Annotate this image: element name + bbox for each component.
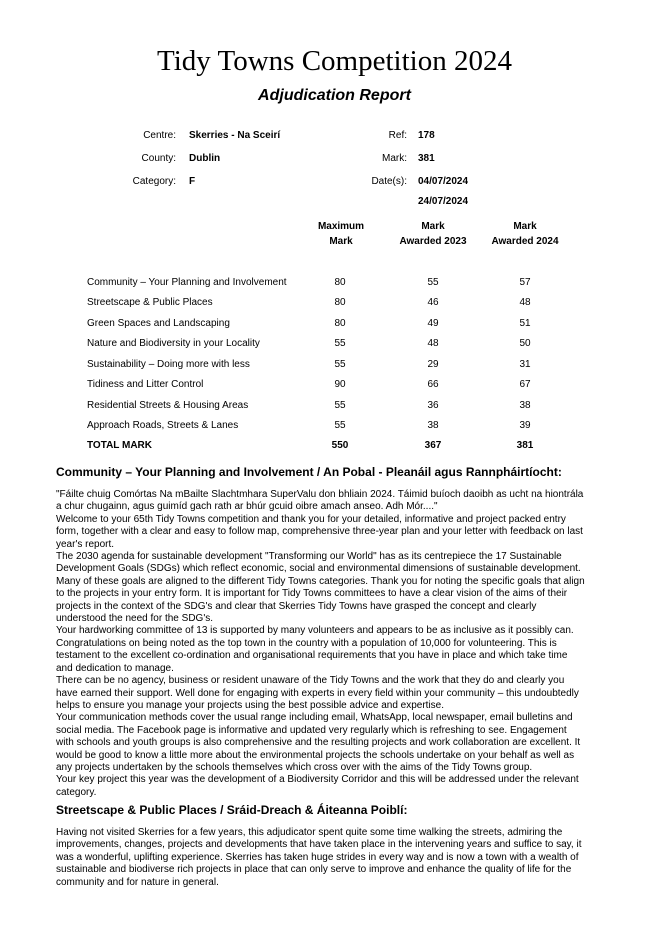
page-title: Tidy Towns Competition 2024 [157,45,512,77]
header-max-line1: Maximum [317,221,365,232]
section-heading: Community – Your Planning and Involvement / An Pobal - Pleanáil agus Rannpháirtíocht: [56,465,562,479]
category-label: Category: [132,176,176,187]
county-label: County: [141,153,176,164]
paragraph: Your key project this year was the development of a Biodiversity Corridor and this will be addressed under the relevant category. [56,774,579,798]
row-category: Residential Streets & Housing Areas [87,400,249,411]
row-2024: 38 [519,400,531,411]
row-2023: 48 [427,338,439,349]
table-row [87,338,567,352]
row-category: Green Spaces and Landscaping [87,318,230,329]
row-max: 55 [334,400,346,411]
row-max: 55 [334,338,346,349]
centre-label: Centre: [143,130,176,141]
table-row [87,420,567,434]
row-category: Community – Your Planning and Involvement [87,277,287,288]
row-max: 55 [334,359,346,370]
row-2023: 36 [427,400,439,411]
table-row [87,277,567,291]
mark-label: Mark: [382,153,407,164]
paragraph: There can be no agency, business or resident unaware of the Tidy Towns and the work that they do and clearly you have earned their support. Well done for engaging with experts in every field within your community – this undoubtedly helps to ensure you manage your projects using the best possible advice and expertise. [56,675,579,711]
table-row [87,400,567,414]
paragraph: "Fáilte chuig Comórtas Na mBailte Slachtmhara SuperValu don bhliain 2024. Táimid buíoch daoibh as ucht na hiontrála a chur chugainn, agus guimíd gach rath ar bhúr gcuid oibre amach anseo. Adh Mór...." [56,489,584,513]
row-2023: 49 [427,318,439,329]
paragraph: Having not visited Skerries for a few years, this adjudicator spent quite some time walking the streets, admiring the improvements, changes, projects and developments that have taken place in the intervening years and suffice to say, it was a wonderful, uplifting experience. Skerries has taken huge strides in every way and is now a town with a wealth of sustainable and biodiverse rich projects in place that can only serve to improve and enhance the quality of life for the community and for nature in general. [56,827,582,888]
total-label: TOTAL MARK [87,440,152,451]
row-2023: 29 [427,359,439,370]
dates-label: Date(s): [371,176,407,187]
row-category: Nature and Biodiversity in your Locality [87,338,260,349]
row-2024: 50 [519,338,531,349]
county-value: Dublin [189,153,221,164]
header-2024-line1: Mark [513,221,537,232]
row-max: 55 [334,420,346,431]
mark-value: 381 [418,153,435,164]
row-2024: 39 [519,420,531,431]
centre-value: Skerries - Na Sceirí [189,130,281,141]
header-2023-line2: Awarded 2023 [399,236,467,247]
row-2024: 51 [519,318,531,329]
row-category: Approach Roads, Streets & Lanes [87,420,239,431]
paragraph: Your hardworking committee of 13 is supported by many volunteers and appears to be as inclusive as it possibly can. Congratulations on being noted as the top town in the country with a population of 10,000 for volunteering. This is testament to the excellent co-ordination and organisational requirements that you have in place and which take time and dedication to manage. [56,625,574,674]
paragraph: The 2030 agenda for sustainable development "Transforming our World" has as its centrepiece the 17 Sustainable Development Goals (SDGs) which reflect economic, social and environmental dimensions of sustainable development. Many of these goals are aligned to the different Tidy Towns categories. Thank you for noting the specific goals that align to the projects in your entry form. It is important for Tidy Towns committees to have a clear vision of the aims of their projects in the context of the SDG's and clear that Skerries Tidy Towns have grasped the concept and clearly understood the need for the SDG's. [56,551,585,625]
row-2024: 57 [519,277,531,288]
row-max: 90 [334,379,346,390]
row-2023: 66 [427,379,439,390]
header-awarded-2024 [475,219,575,249]
date-1: 04/07/2024 [418,176,469,187]
row-2024: 31 [519,359,531,370]
table-row [87,359,567,373]
table-total-row [87,440,567,454]
row-category: Tidiness and Litter Control [87,379,204,390]
header-awarded-2023 [383,219,483,249]
ref-label: Ref: [388,130,407,141]
table-row [87,297,567,311]
header-2023-line1: Mark [421,221,445,232]
section-community [56,465,586,799]
paragraph: Your communication methods cover the usual range including email, WhatsApp, local newspaper, email bulletins and social media. The Facebook page is informative and updated very regularly which is refreshing to see. Engagement with schools and youth groups is also comprehensive and the resulting projects and work collaboration are excellent. It would be good to know a little more about the environmental projects the schools undertake on your behalf as well as any projects undertaken by the schools themselves which cross over with the aims of the Tidy Towns group. [56,712,581,773]
row-max: 80 [334,297,346,308]
header-maximum-mark [291,219,391,249]
section-heading: Streetscape & Public Places / Sráid-Dreach & Áiteanna Poiblí: [56,803,408,817]
row-2023: 55 [427,277,439,288]
table-row [87,318,567,332]
row-category: Streetscape & Public Places [87,297,213,308]
row-max: 80 [334,318,346,329]
ref-value: 178 [418,130,435,141]
row-2023: 46 [427,297,439,308]
page-subtitle: Adjudication Report [258,87,411,104]
row-2023: 38 [427,420,439,431]
total-2023: 367 [424,440,442,451]
row-max: 80 [334,277,346,288]
table-row [87,379,567,393]
header-max-line2: Mark [329,236,353,247]
row-2024: 67 [519,379,531,390]
total-max: 550 [331,440,349,451]
section-streetscape [56,803,586,889]
date-2: 24/07/2024 [418,196,469,207]
row-2024: 48 [519,297,531,308]
category-value: F [189,176,196,187]
header-2024-line2: Awarded 2024 [491,236,559,247]
total-2024: 381 [516,440,534,451]
paragraph: Welcome to your 65th Tidy Towns competition and thank you for your detailed, informative and project packed entry form, together with a clear and easy to follow map, comprehensive three-year plan and your letter with feedback on last year's report. [56,513,583,550]
row-category: Sustainability – Doing more with less [87,359,250,370]
